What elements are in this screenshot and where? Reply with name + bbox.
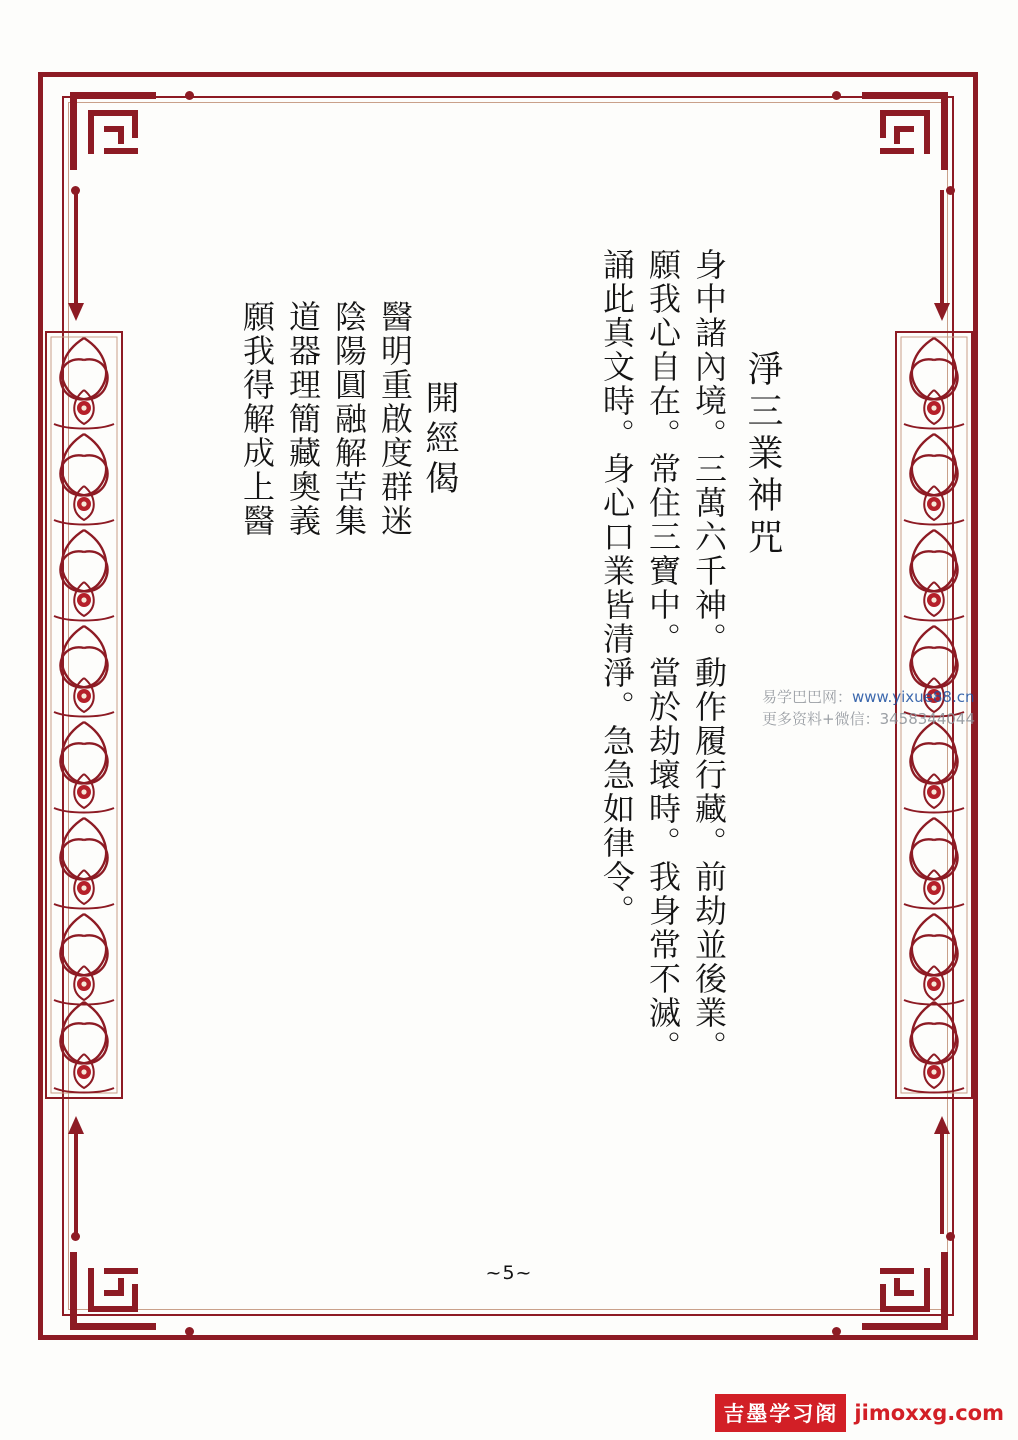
watermark-site-url: www.yixue88.cn [852,688,975,706]
arrow-down-icon [934,303,950,321]
corner-ornament-top-left [70,92,162,176]
arrow-down-icon [68,303,84,321]
border-dot [185,1327,194,1336]
border-dot [946,1232,955,1241]
border-stem [74,190,78,308]
page-number: ~5~ [485,1262,533,1284]
border-stem [940,190,944,308]
mantra-line-3: 誦此真文時。身心口業皆清淨。急急如律令。 [598,248,636,928]
watermark-site-label: 易学巴巴网： [762,688,853,706]
watermark-center [762,686,975,730]
border-dot [185,91,194,100]
corner-ornament-top-right [856,92,948,176]
corner-ornament-bottom-right [856,1246,948,1330]
gatha-line-3: 道器理簡藏奧義 [284,300,322,538]
section-title-gatha: 開經偈 [419,380,459,500]
watermark-brand-cn: 吉墨学习阁 [715,1394,846,1432]
mantra-line-2: 願我心自在。常住三寶中。當於劫壞時。我身常不滅。 [644,248,682,1064]
gatha-line-2: 陰陽圓融解苦集 [330,300,368,538]
corner-ornament-bottom-left [70,1246,162,1330]
gatha-line-4: 願我得解成上醫 [238,300,276,538]
section-title-mantra: 淨三業神咒 [742,350,783,560]
watermark-brand-en: jimoxxg.com [854,1401,1004,1425]
floral-band-left [44,330,124,1100]
arrow-up-icon [68,1116,84,1134]
watermark-bottom [715,1394,1004,1432]
gatha-line-1: 醫明重啟度群迷 [376,300,414,538]
mantra-line-1: 身中諸內境。三萬六千神。動作履行藏。前劫並後業。 [690,248,728,1064]
border-dot [832,91,841,100]
border-stem [940,1128,944,1234]
watermark-wechat: 更多资料+微信：3458344044 [762,710,976,728]
arrow-up-icon [934,1116,950,1134]
border-stem [74,1128,78,1234]
border-dot [832,1327,841,1336]
border-dot [946,186,955,195]
